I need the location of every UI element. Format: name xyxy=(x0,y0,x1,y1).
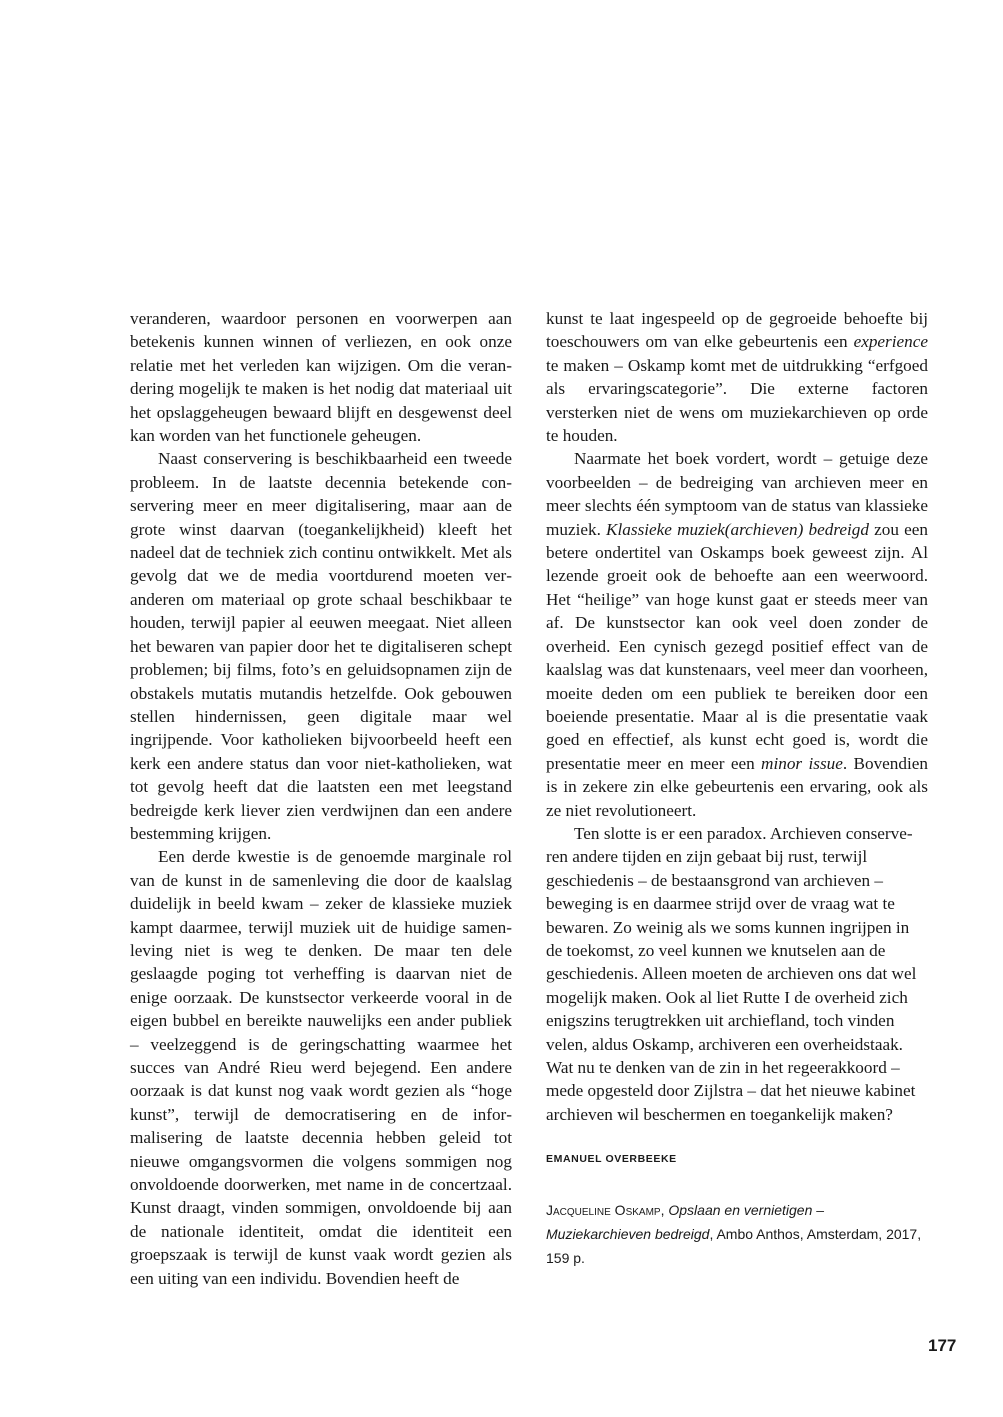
author-byline: EMANUEL OVERBEEKE xyxy=(546,1153,677,1166)
paragraph-text: . Bovendien is in zekere zin elke gebeurtenis een ervaring, ook als ze niet revolutioneert. xyxy=(546,753,928,820)
italic-term: minor issue xyxy=(761,753,843,773)
paragraph: veranderen, waardoor personen en voorwerpen aan betekenis kunnen winnen of verliezen, en ook onze relatie met het verleden kan wijzigen. Om die verandering mogelijk te maken is het nodig dat materiaal uit het opslaggeheugen bewaard blijft en desgewenst deel kan worden van het functionele geheugen. xyxy=(130,309,512,446)
left-text-column xyxy=(130,307,512,1290)
paragraph-text: zou een betere ondertitel van Oskamps boek geweest zijn. Al lezende groeit ook de behoefte aan een weerwoord. Het “heilige” van hoge kunst gaat er steeds meer van af. De kunstsector kan ook veel doen zonder de overheid. Een cynisch gezegd positief effect van de kaalslag was dat kunstenaars, veel meer dan voorheen, moeite deden om een publiek te bereiken door een boeiende presentatie. Maar al is die presentatie vaak goed en effectief, als kunst echt goed is, wordt die presentatie meer en meer een xyxy=(546,519,928,773)
paragraph-text: te maken – Oskamp komt met de uitdrukking “erfgoed als ervaringscategorie”. Die externe factoren versterken niet de wens om muziekarchieven op orde te houden. xyxy=(546,355,928,446)
reference-author: Jacqueline Oskamp xyxy=(546,1201,661,1218)
paragraph: Naast conservering is beschikbaarheid een tweede probleem. In de laatste decennia betekende conservering meer en meer digitalisering, maar aan de grote winst daarvan (toegankelijkheid) kleeft het nadeel dat de techniek zich continu ontwikkelt. Met als gevolg dat we de media voortdurend moeten veranderen om materiaal op grote schaal beschikbaar te houden, terwijl papier al eeuwen meegaat. Niet alleen het bewaren van papier door het te digitaliseren schept problemen; bij films, foto’s en geluidsopnamen zijn de obstakels mutatis mutandis hetzelfde. Ook gebouwen stellen hindernissen, geen digitale maar wel ingrijpende. Voor katholieken bijvoorbeeld heeft een kerk een andere status dan voor niet-katholieken, wat tot gevolg heeft dat die laatsten een met leegstand bedreigde kerk liever zien verdwijnen dan een andere bestemming krijgen. xyxy=(130,449,512,843)
paragraph-text: Naarmate het boek vordert, wordt – getuige deze voorbeelden – de bedreiging van archieven meer en meer slechts één symptoom van de status van klassieke muziek. xyxy=(546,449,928,539)
paragraph: Een derde kwestie is de genoemde marginale rol van de kunst in de samenleving die door de kaalslag duidelijk in beeld kwam – zeker de klassieke muziek kampt daarmee, terwijl muziek uit de huidige samenleving niet is weg te denken. De maar ten dele geslaagde poging tot verheffing is daarvan niet de enige oorzaak. De kunstsector verkeerde vooral in de eigen bubbel en bereikte nauwelijks een ander publiek – veelzeggend is de geringschatting waarmee het succes van André Rieu werd bejegend. Een andere oorzaak is dat kunst nog vaak wordt gezien als “hoge kunst”, terwijl de democratisering en de informalisering de laatste decennia hebben geleid tot nieuwe omgangsvormen die volgens sommigen nog onvoldoende doorwerken, met name in de concertzaal. Kunst draagt, vinden sommigen, onvoldoende bij aan de nationale identiteit, omdat die identiteit een groepszaak is terwijl de kunst vaak wordt gezien als een uiting van een individu. Bovendien heeft de xyxy=(130,847,512,1288)
paragraph-text: kunst te laat ingespeeld op de gegroeide behoefte bij toeschouwers om van elke gebeurtenis een xyxy=(546,309,928,352)
paragraph xyxy=(546,447,928,822)
italic-term: experience xyxy=(853,332,928,352)
paragraph xyxy=(546,307,928,447)
paragraph: Ten slotte is er een paradox. Archieven conserveren andere tijden en zijn gebaat bij rust, terwijl geschiedenis – de bestaansgrond van archieven – beweging is en daarmee strijd over de vraag wat te bewaren. Zo weinig als we soms kunnen ingrijpen in de toekomst, zo veel kunnen we knutselen aan de geschiedenis. Alleen moeten de archieven ons dat wel mogelijk maken. Ook al liet Rutte I de overheid zich enigszins terugtrekken uit archiefland, toch vinden velen, aldus Oskamp, archiveren een overheidstaak. Wat nu te denken van de zin in het regeerakkoord – mede opgesteld door Zijlstra – dat het nieuwe kabinet archieven wil beschermen en toegankelijk maken? xyxy=(546,823,917,1124)
reference-details: , Ambo Anthos, Amsterdam, 2017, 159 p. xyxy=(546,1225,922,1266)
reference-separator: , xyxy=(660,1201,669,1218)
right-text-column xyxy=(546,307,928,1270)
page-number: 177 xyxy=(928,1336,957,1355)
italic-title: Klassieke muziek(archieven) bedreigd xyxy=(606,519,869,539)
book-reference xyxy=(546,1198,928,1270)
reference-title: Opslaan en vernietigen – Muziekarchieven bedreigd xyxy=(546,1201,825,1242)
